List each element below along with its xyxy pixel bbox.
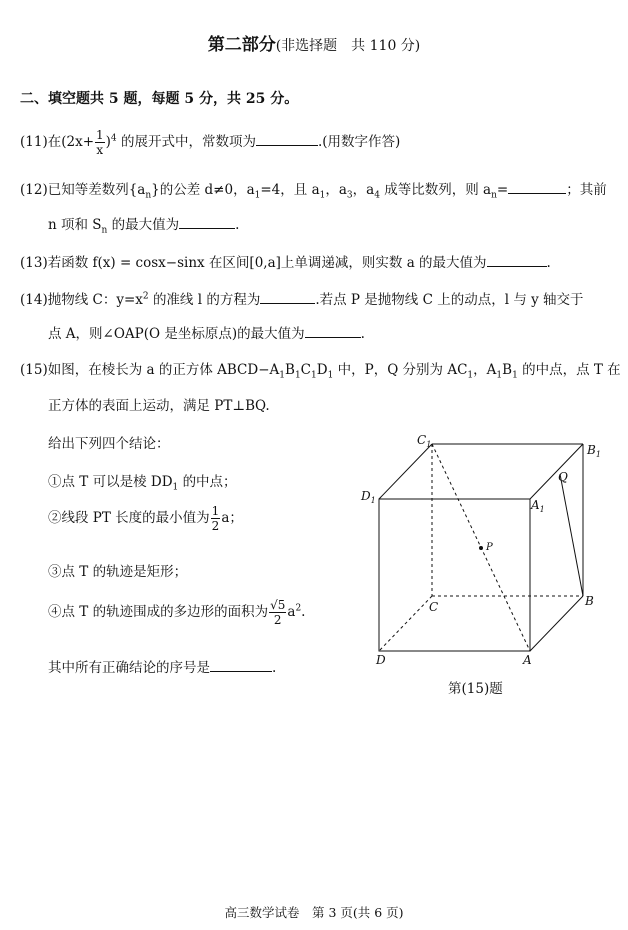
point-p — [479, 546, 483, 550]
edge-d1c1 — [379, 444, 432, 499]
page-title: 第二部分(非选择题 共 110 分) — [207, 35, 421, 55]
label-c1: $C_1$ — [417, 433, 432, 449]
question-14-line2: 点 A，则∠OAP(O 是坐标原点)的最大值为 . — [48, 326, 365, 342]
label-b: B — [585, 594, 594, 608]
question-12-line1: (12)已知等差数列$\{a_n\}$的公差 d≠0，$a_1=4$，且 $a_1$，$a_3$，$a_4$ 成等比数列，则 $a_n=$ ；其前 — [20, 182, 607, 201]
conclusion-3: ③点 T 的轨迹是矩形； — [48, 564, 188, 580]
page-footer: 高三数学试卷 第 3 页(共 6 页) — [224, 905, 404, 920]
question-13: (13)若函数 f(x) = cosx−sinx 在区间[0,a]上单调递减，则实数 a 的最大值为 . — [20, 255, 551, 271]
conclusion-1: ①点 T 可以是棱 $DD_1$ 的中点； — [48, 474, 237, 493]
question-14-line1: (14)抛物线 C：$y=x^2$ 的准线 l 的方程为 .若点 P 是抛物线 C 上的动点，l 与 y 轴交于 — [20, 291, 584, 308]
label-q: Q — [558, 470, 568, 484]
label-d1: $D_1$ — [361, 489, 376, 505]
label-d: D — [376, 653, 386, 667]
segment-bq — [560, 474, 583, 596]
cube-figure — [355, 432, 605, 672]
conclusion-4: ④点 T 的轨迹围成的多边形的面积为 $\frac{√5}{2}$ $a^2$. — [48, 598, 306, 627]
question-15-ask: 其中所有正确结论的序号是 . — [48, 660, 277, 676]
question-15-line2: 正方体的表面上运动，满足 PT⊥BQ. — [48, 398, 270, 414]
edge-a1b1 — [530, 444, 583, 499]
label-p: P — [486, 542, 493, 553]
label-a: A — [523, 653, 532, 667]
figure-caption: 第(15)题 — [448, 681, 503, 697]
edge-ab — [530, 596, 583, 651]
label-c: C — [429, 600, 439, 614]
hidden-edge-cd — [379, 596, 432, 651]
section-heading: 二、填空题共 5 题，每题 5 分，共 25 分。 — [20, 91, 299, 107]
question-15-line1: (15)如图，在棱长为 a 的正方体 $ABCD-A_1B_1C_1D_1$ 中，P，Q 分别为 $AC_1$，$A_1B_1$ 的中点，点 T 在 — [20, 362, 621, 381]
label-b1: $B_1$ — [587, 443, 601, 459]
conclusion-2: ②线段 PT 长度的最小值为 $\frac{1}{2}$ a； — [48, 504, 243, 533]
label-a1: $A_1$ — [531, 498, 545, 514]
question-12-line2: n 项和 $S_n$ 的最大值为 . — [48, 217, 240, 236]
question-15-given: 给出下列四个结论： — [48, 436, 170, 452]
question-11: (11)在(2x+ $\frac{1}{x}$ )$^4$ 的展开式中，常数项为 .(用数字作答) — [20, 128, 401, 157]
